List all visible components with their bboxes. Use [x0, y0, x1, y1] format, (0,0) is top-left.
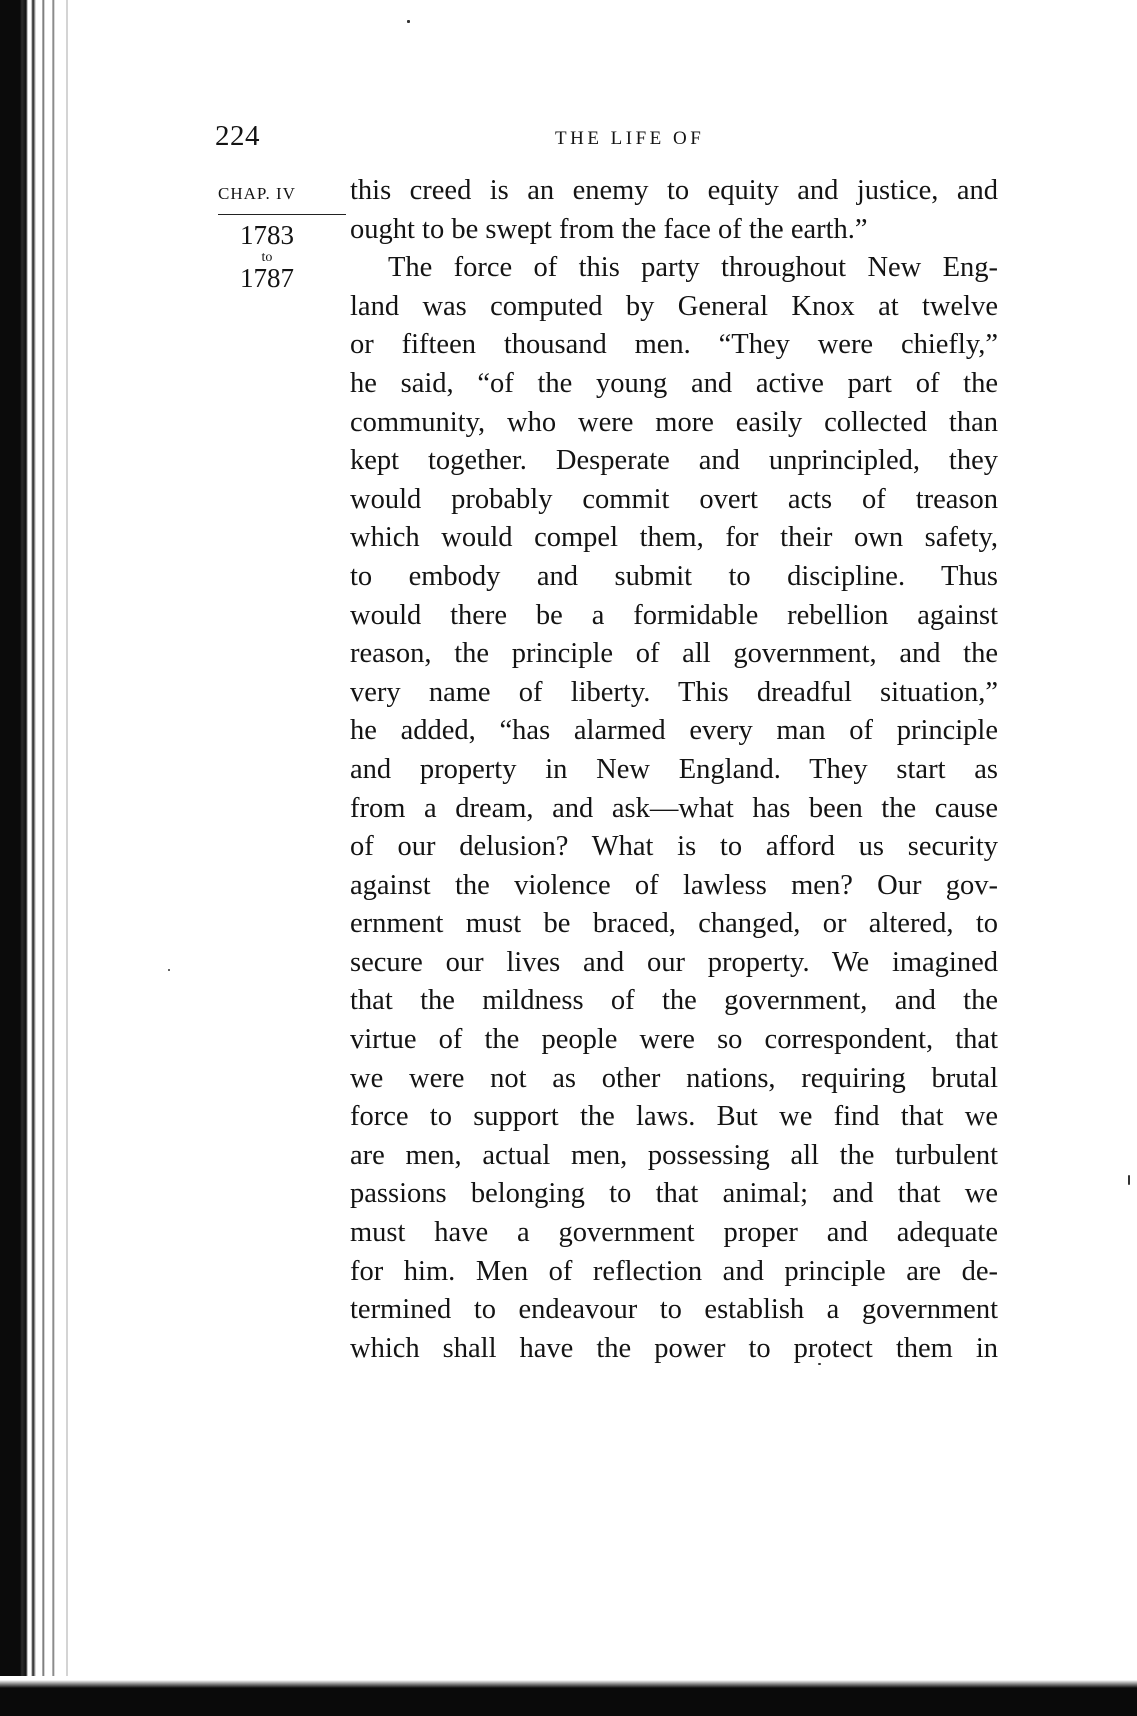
text-line: termined to endeavour to establish a government: [350, 1294, 998, 1326]
text-line: of our delusion? What is to afford us security: [350, 831, 998, 863]
text-line: The force of this party throughout New Eng-: [388, 252, 998, 284]
text-line: would probably commit overt acts of treason: [350, 483, 998, 515]
running-head: THE LIFE OF: [555, 128, 705, 149]
text-line: for him. Men of reflection and principle are de-: [350, 1255, 998, 1287]
page-number: 224: [215, 120, 260, 152]
text-line: he added, “has alarmed every man of principle: [350, 715, 998, 747]
text-line: must have a government proper and adequate: [350, 1217, 998, 1249]
text-line: to embody and submit to discipline. Thus: [350, 560, 998, 592]
margin-year-to: to: [261, 250, 273, 265]
text-line: virtue of the people were so correspondent, that: [350, 1024, 998, 1056]
text-line: passions belonging to that animal; and that we: [350, 1178, 998, 1210]
text-line: and property in New England. They start as: [350, 753, 998, 785]
margin-year-end: 1787: [240, 263, 294, 293]
margin-chapter-label: CHAP. IV: [218, 184, 346, 215]
scan-bottom-edge: [0, 1676, 1137, 1716]
text-line: would there be a formidable rebellion against: [350, 599, 998, 631]
margin-date-range: [235, 222, 299, 292]
text-line: this creed is an enemy to equity and justice, and: [350, 175, 998, 206]
text-line: secure our lives and our property. We imagined: [350, 946, 998, 978]
text-line: he said, “of the young and active part of the: [350, 367, 998, 399]
text-line: or fifteen thousand men. “They were chiefly,”: [350, 329, 998, 361]
text-line: against the violence of lawless men? Our gov-: [350, 869, 998, 901]
text-line: force to support the laws. But we find that we: [350, 1101, 998, 1133]
text-line: from a dream, and ask—what has been the cause: [350, 792, 998, 824]
text-line: which shall have the power to protect them in: [350, 1332, 998, 1364]
text-line: very name of liberty. This dreadful situation,”: [350, 676, 998, 708]
margin-year-start: 1783: [240, 220, 294, 250]
text-line: community, who were more easily collected than: [350, 406, 998, 438]
text-line: which would compel them, for their own safety,: [350, 522, 998, 554]
text-line: kept together. Desperate and unprincipled, they: [350, 445, 998, 477]
text-line: that the mildness of the government, and the: [350, 985, 998, 1017]
text-line: land was computed by General Knox at twelve: [350, 290, 998, 322]
scan-binding-edge: [0, 0, 78, 1716]
text-line: reason, the principle of all government, and the: [350, 638, 998, 670]
body-text: [350, 172, 998, 1368]
text-line: we were not as other nations, requiring brutal: [350, 1062, 998, 1094]
text-line: ernment must be braced, changed, or altered, to: [350, 908, 998, 940]
text-line: are men, actual men, possessing all the turbulent: [350, 1139, 998, 1171]
text-line: ought to be swept from the face of the earth.”: [350, 213, 868, 245]
